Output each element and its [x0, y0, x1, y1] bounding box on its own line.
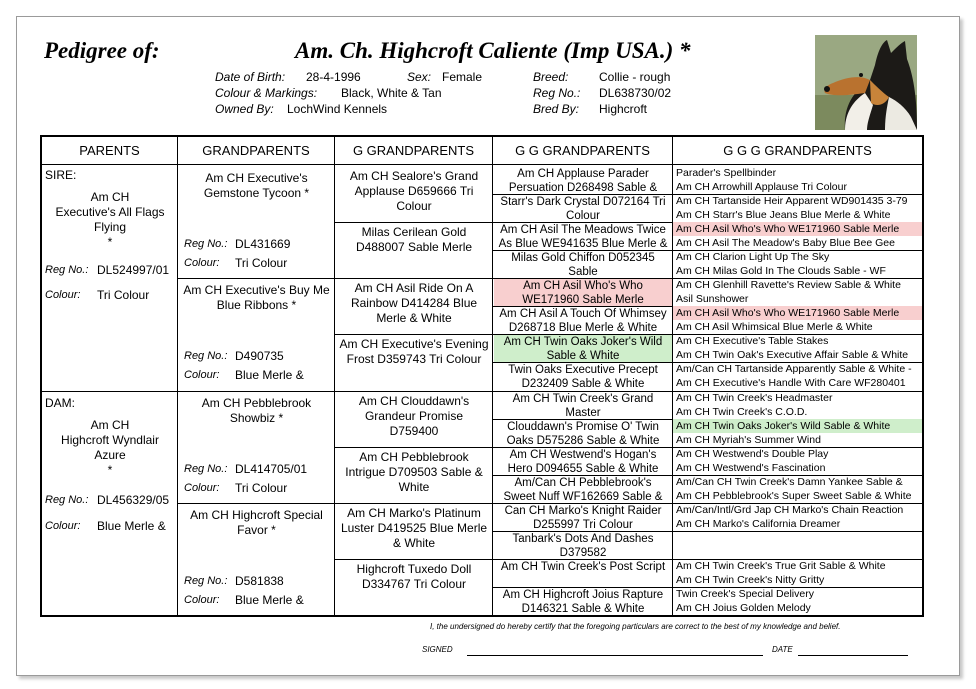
- grandparent-name: Am CH Highcroft Special Favor *: [190, 507, 323, 537]
- gg-grandparent-name: Twin Oaks Executive Precept D232409 Sable & White: [508, 364, 658, 391]
- ggg-grandparent-name: Am CH Glenhill Ravette's Review Sable & White: [676, 279, 901, 292]
- grandparent-colour-value: Tri Colour: [235, 480, 288, 495]
- ggg-grandparent-name: Am CH Asil The Meadow's Baby Blue Bee Gee: [676, 237, 895, 250]
- grandparent-reg-value: D490735: [235, 349, 284, 364]
- g-grandparent-name: Am CH Clouddawn's Grandeur Promise D759400: [358, 393, 470, 438]
- ggg-grandparent-name: Am CH Asil Who's Who WE171960 Sable Merle: [673, 222, 922, 236]
- bred-label: Bred By:: [533, 102, 580, 116]
- g-grandparent-name: Highcroft Tuxedo Doll D334767 Tri Colour: [356, 561, 472, 591]
- grandparents-column: [178, 137, 335, 615]
- dam-reg-label: Reg No.:: [45, 494, 89, 506]
- gg-grandparent-name: Clouddawn's Promise O' Twin Oaks D575286 Sable & White: [506, 420, 660, 447]
- pedigree-table: [40, 135, 924, 617]
- colour-value: Black, White & Tan: [341, 86, 442, 100]
- divider: [178, 391, 335, 392]
- gg-grandparent-name: Tanbark's Dots And Dashes D379582: [512, 532, 654, 559]
- divider: [335, 503, 493, 504]
- divider: [335, 559, 493, 560]
- ggg-grandparent-name: Am CH Joius Golden Melody: [676, 601, 811, 614]
- ggg-grandparent-name: Am CH Twin Oak's Executive Affair Sable & White: [676, 349, 909, 362]
- ggg-grandparent-name: Twin Creek's Special Delivery: [676, 587, 814, 600]
- column-header-parents: PARENTS: [42, 137, 177, 165]
- grandparent-colour-label: Colour:: [184, 481, 220, 494]
- ggg-grandparent-name: Am CH Twin Oaks Joker's Wild Sable & White: [673, 419, 922, 433]
- sire-reg-label: Reg No.:: [45, 264, 89, 276]
- divider: [335, 222, 493, 223]
- gg-grandparent-name: Starr's Dark Crystal D072164 Tri Colour: [500, 196, 666, 223]
- grandparent-reg-label: Reg No.:: [184, 574, 228, 587]
- sire-name: Am CH Executive's All Flags Flying *: [55, 190, 165, 249]
- ggg-grandparent-name: Am CH Asil Who's Who WE171960 Sable Merle: [673, 306, 922, 320]
- g-grandparent-name: Am CH Marko's Platinum Luster D419525 Blue Merle & White: [340, 505, 488, 550]
- date-line[interactable]: [798, 655, 908, 656]
- ggg-grandparent-name: Am/Can CH Twin Creek's Damn Yankee Sable &: [676, 475, 903, 488]
- gg-grandparent-name: Am CH Twin Creek's Grand Master: [512, 392, 654, 419]
- dob-value: 28-4-1996: [306, 70, 361, 84]
- sire-label: SIRE:: [45, 168, 77, 182]
- g-grandparents-column: [335, 137, 493, 615]
- ggg-grandparent-name: Am CH Asil Whimsical Blue Merle & White: [676, 321, 873, 334]
- parents-column: [42, 137, 178, 615]
- owned-label: Owned By:: [215, 102, 274, 116]
- grandparent-name: Am CH Pebblebrook Showbiz *: [201, 395, 312, 425]
- gg-grandparent-name: Am CH Twin Creek's Post Script: [500, 560, 666, 573]
- breed-label: Breed:: [533, 70, 569, 84]
- gg-grandparents-column: [493, 137, 673, 615]
- column-header-g-grandparents: G GRANDPARENTS: [335, 137, 492, 165]
- dam-name: Am CH Highcroft Wyndlair Azure *: [61, 418, 159, 477]
- gg-grandparent-name: Am CH Applause Parader Persuation D268498 Sable &: [508, 168, 658, 194]
- reg-value: DL638730/02: [599, 86, 672, 100]
- ggg-grandparent-name: Am CH Twin Creek's C.O.D.: [676, 405, 808, 418]
- gg-grandparent-name: Am CH Highcroft Joius Rapture D146321 Sable & White: [502, 588, 664, 615]
- grandparent-colour-label: Colour:: [184, 593, 220, 606]
- gg-grandparent-name: Am CH Westwend's Hogan's Hero D094655 Sable & White: [507, 448, 659, 475]
- divider: [335, 447, 493, 448]
- ggg-grandparent-name: Am CH Myriah's Summer Wind: [676, 433, 821, 446]
- sire-reg-value: DL524997/01: [97, 263, 170, 277]
- pedigree-label: Pedigree of:: [44, 38, 160, 63]
- divider: [335, 391, 493, 392]
- ggg-grandparent-name: Am CH Tartanside Heir Apparent WD901435 3-79: [676, 195, 908, 208]
- grandparent-reg-label: Reg No.:: [184, 350, 228, 363]
- date-label: DATE: [772, 645, 793, 654]
- ggg-grandparent-name: Am CH Marko's California Dreamer: [676, 517, 841, 530]
- gg-grandparent-name: Am CH Asil The Meadows Twice As Blue WE941635 Blue Merle &: [498, 224, 668, 251]
- grandparent-colour-value: Tri Colour: [235, 256, 288, 270]
- divider: [335, 278, 493, 279]
- grandparent-name: Am CH Executive's Gemstone Tycoon *: [203, 171, 310, 200]
- divider: [178, 503, 335, 504]
- ggg-grandparent-name: Am CH Starr's Blue Jeans Blue Merle & White: [676, 209, 891, 222]
- dob-label: Date of Birth:: [215, 70, 286, 84]
- grandparent-colour-value: Blue Merle &: [235, 592, 304, 607]
- sex-value: Female: [442, 70, 483, 84]
- ggg-grandparent-name: Parader's Spellbinder: [676, 167, 777, 179]
- ggg-grandparent-name: Am CH Twin Creek's Nitty Gritty: [676, 573, 825, 586]
- ggg-grandparent-name: Am CH Milas Gold In The Clouds Sable - WF: [676, 265, 886, 278]
- ggg-grandparent-name: Am CH Westwend's Double Play: [676, 447, 829, 460]
- grandparent-reg-label: Reg No.:: [184, 462, 228, 475]
- g-grandparent-name: Milas Cerilean Gold D488007 Sable Merle: [355, 225, 473, 255]
- grandparent-name: Am CH Executive's Buy Me Blue Ribbons *: [183, 283, 330, 313]
- gg-grandparent-name: Am CH Twin Oaks Joker's Wild Sable & White: [494, 335, 672, 362]
- gg-grandparent-name: Milas Gold Chiffon D052345 Sable: [511, 252, 655, 279]
- reg-label: Reg No.:: [533, 86, 581, 100]
- grandparent-colour-label: Colour:: [184, 369, 220, 382]
- column-header-grandparents: GRANDPARENTS: [178, 137, 334, 165]
- divider: [42, 391, 178, 392]
- g-grandparent-name: Am CH Asil Ride On A Rainbow D414284 Blue Merle & White: [350, 281, 478, 326]
- ggg-grandparents-column: [673, 137, 922, 615]
- sex-label: Sex:: [407, 70, 432, 84]
- grandparent-reg-value: DL431669: [235, 237, 291, 251]
- owned-value: LochWind Kennels: [287, 102, 388, 116]
- ggg-grandparent-name: Am CH Arrowhill Applause Tri Colour: [676, 181, 847, 194]
- ggg-grandparent-name: Asil Sunshower: [676, 293, 749, 306]
- ggg-grandparent-name: [673, 545, 922, 559]
- dog-name-title: Am. Ch. Highcroft Caliente (Imp USA.) *: [295, 38, 691, 63]
- g-grandparent-name: Am CH Sealore's Grand Applause D659666 Tri Colour: [349, 169, 479, 213]
- dam-label: DAM:: [45, 396, 75, 410]
- sire-colour-value: Tri Colour: [97, 288, 150, 302]
- certification-text: I, the undersigned do hereby certify that the foregoing particulars are correct to the best of my knowledge and belief.: [430, 622, 841, 631]
- grandparent-reg-label: Reg No.:: [184, 238, 228, 250]
- g-grandparent-name: Am CH Pebblebrook Intrigue D709503 Sable & White: [345, 449, 483, 494]
- grandparent-colour-label: Colour:: [184, 257, 220, 269]
- column-header-ggg-grandparents: G G G GRANDPARENTS: [673, 137, 922, 165]
- ggg-grandparent-name: Am CH Twin Creek's Headmaster: [676, 391, 833, 404]
- signature-line[interactable]: [467, 655, 763, 656]
- gg-grandparent-name: Am CH Asil Who's Who WE171960 Sable Merle: [494, 279, 672, 306]
- ggg-grandparent-name: Am CH Clarion Light Up The Sky: [676, 251, 830, 264]
- ggg-grandparent-name: Am CH Westwend's Fascination: [676, 461, 826, 474]
- dam-colour-value: Blue Merle &: [97, 519, 166, 533]
- ggg-grandparent-name: Am/Can CH Tartanside Apparently Sable & White -: [676, 363, 912, 376]
- ggg-grandparent-name: Am CH Executive's Table Stakes: [676, 335, 829, 348]
- ggg-grandparent-name: Am CH Pebblebrook's Super Sweet Sable & White: [676, 489, 912, 502]
- column-header-gg-grandparents: G G GRANDPARENTS: [493, 137, 672, 165]
- bred-value: Highcroft: [599, 102, 648, 116]
- collie-dog-photo: [815, 35, 917, 130]
- breed-value: Collie - rough: [599, 70, 671, 84]
- ggg-grandparent-name: Am CH Executive's Handle With Care WF280401: [676, 377, 906, 390]
- grandparent-colour-value: Blue Merle &: [235, 368, 304, 383]
- grandparent-reg-value: D581838: [235, 573, 284, 588]
- divider: [178, 278, 335, 279]
- divider: [335, 334, 493, 335]
- gg-grandparent-name: Am/Can CH Pebblebrook's Sweet Nuff WF162669 Sable &: [503, 476, 663, 503]
- gg-grandparent-name: Can CH Marko's Knight Raider D255997 Tri Colour: [504, 504, 662, 531]
- dam-colour-label: Colour:: [45, 520, 81, 532]
- sire-colour-label: Colour:: [45, 289, 81, 301]
- signed-label: SIGNED: [422, 645, 453, 654]
- ggg-grandparent-name: Am CH Twin Creek's True Grit Sable & White: [676, 559, 886, 572]
- gg-grandparent-name: Am CH Asil A Touch Of Whimsey D268718 Blue Merle & White: [499, 308, 667, 335]
- ggg-grandparent-name: Am/Can/Intl/Grd Jap CH Marko's Chain Reaction: [676, 503, 904, 516]
- ggg-grandparent-name: [673, 531, 922, 545]
- colour-label: Colour & Markings:: [215, 86, 318, 100]
- g-grandparent-name: Am CH Executive's Evening Frost D359743 Tri Colour: [339, 337, 489, 367]
- dam-reg-value: DL456329/05: [97, 493, 170, 507]
- grandparent-reg-value: DL414705/01: [235, 461, 308, 476]
